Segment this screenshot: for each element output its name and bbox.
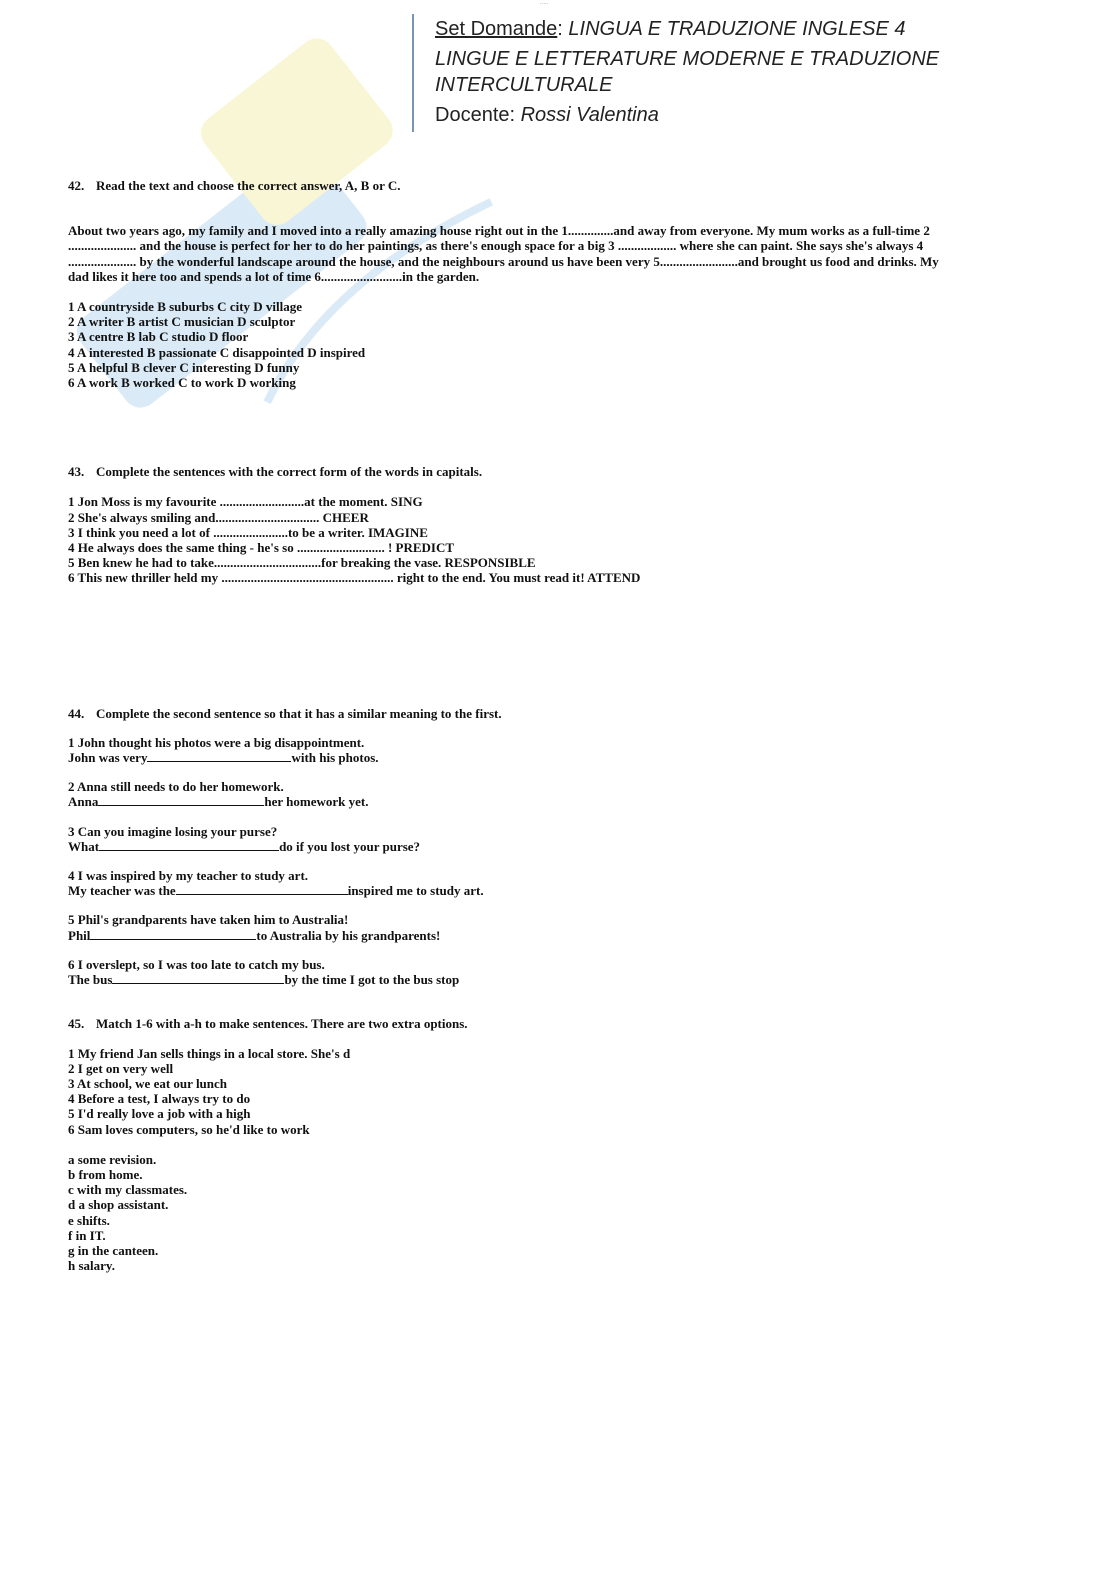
course-line [435,16,1075,42]
course-title: LINGUA E TRADUZIONE INGLESE 4 [568,18,906,40]
question-44-title [68,706,1028,721]
answer-blank[interactable] [99,839,279,851]
question-text: Complete the sentences with the correct form of the words in capitals. [96,464,483,480]
rewrite-end: do if you lost your purse? [279,838,421,854]
option-line: 5 A helpful B clever C interesting D funny [68,359,300,375]
sentence-ending: f in IT. [68,1227,106,1243]
rewrite-start: John was very [68,750,148,766]
question-45-title [68,1016,1028,1031]
header-divider [412,14,414,132]
option-line: 1 A countryside B suburbs C city D village [68,299,303,315]
rewrite-start: Phil [68,927,91,943]
sentence-item: 3 I think you need a lot of .......................to be a writer. IMAGINE [68,524,428,540]
document-body [68,178,1028,1273]
question-number: 44. [68,705,85,721]
rewrite-end: to Australia by his grandparents! [256,927,441,943]
sentence-ending: c with my classmates. [68,1182,188,1198]
rewrite-start: The bus [68,972,113,988]
question-text: Complete the second sentence so that it has a similar meaning to the first. [96,705,502,721]
set-label: Set Domande [435,18,558,40]
question-number: 45. [68,1016,85,1032]
program-line-1: LINGUE E LETTERATURE MODERNE E TRADUZIONE [435,48,940,70]
transformation-item [68,957,1028,987]
original-sentence: 5 Phil's grandparents have taken him to Australia! [68,912,349,928]
program-title [435,46,1075,98]
option-line: 2 A writer B artist C musician D sculptor [68,314,296,330]
sentence-item: 6 This new thriller held my ..................................................... right to the end. You must read it! ATTEND [68,570,641,586]
question-42-options [68,299,1028,390]
question-text: Match 1-6 with a-h to make sentences. There are two extra options. [96,1016,468,1032]
teacher-line [435,102,1075,128]
sentence-item: 5 Ben knew he had to take.................................for breaking the vase. RESPONSIBLE [68,555,536,571]
original-sentence: 1 John thought his photos were a big disappointment. [68,734,365,750]
question-43-items [68,494,1028,585]
answer-blank[interactable] [98,794,264,806]
question-45-stems [68,1046,1028,1137]
sentence-ending: a some revision. [68,1151,157,1167]
sentence-item: 4 He always does the same thing - he's so ........................... ! PREDICT [68,540,455,556]
document-header [435,16,1075,128]
question-45-endings [68,1152,1028,1274]
sentence-ending: h salary. [68,1258,115,1274]
sentence-item: 2 She's always smiling and................................ CHEER [68,509,369,525]
sentence-stem: 3 At school, we eat our lunch [68,1075,228,1091]
transformation-item [68,824,1028,854]
answer-blank[interactable] [90,928,256,940]
passage-line: dad likes it here too and spends a lot of time 6.........................in the garden. [68,268,480,284]
rewrite-end: her homework yet. [264,794,369,810]
original-sentence: 3 Can you imagine losing your purse? [68,823,278,839]
question-number: 42. [68,178,85,193]
page-header-mark: ..... [540,0,549,6]
sentence-ending: b from home. [68,1166,143,1182]
rewrite-end: inspired me to study art. [347,883,484,899]
sentence-stem: 1 My friend Jan sells things in a local store. She's d [68,1045,351,1061]
rewrite-end: by the time I got to the bus stop [284,972,460,988]
question-text: Read the text and choose the correct answer, A, B or C. [96,178,401,193]
original-sentence: 2 Anna still needs to do her homework. [68,779,284,795]
option-line: 3 A centre B lab C studio D floor [68,329,249,345]
answer-blank[interactable] [176,883,348,895]
sentence-ending: d a shop assistant. [68,1197,169,1213]
question-43-title [68,464,1028,479]
set-separator: : [557,18,569,40]
option-line: 4 A interested B passionate C disappointed D inspired [68,344,366,360]
sentence-stem: 5 I'd really love a job with a high [68,1106,251,1122]
passage-line: ..................... and the house is perfect for her to do her paintings, as there's enough space for a big 3 .................. where she can paint. She says she's always 4 [68,238,924,254]
question-number: 43. [68,464,85,480]
passage-line: ..................... by the wonderful landscape around the house, and the neighbours around us have been very 5........................and brought us food and drinks. My [68,253,939,269]
passage-line: About two years ago, my family and I moved into a really amazing house right out in the 1..............and away from everyone. My mum works as a full-time 2 [68,223,930,239]
option-line: 6 A work B worked C to work D working [68,375,296,391]
sentence-stem: 2 I get on very well [68,1060,174,1076]
original-sentence: 6 I overslept, so I was too late to catch my bus. [68,956,325,972]
original-sentence: 4 I was inspired by my teacher to study art. [68,868,309,884]
transformation-item [68,779,1028,809]
teacher-name: Rossi Valentina [520,104,659,126]
transformation-item [68,735,1028,765]
question-42-title [68,178,1028,193]
question-42-passage [68,223,1028,284]
sentence-ending: g in the canteen. [68,1242,159,1258]
answer-blank[interactable] [147,750,291,762]
teacher-label: Docente: [435,104,521,126]
sentence-item: 1 Jon Moss is my favourite ..........................at the moment. SING [68,494,423,510]
rewrite-start: Anna [68,794,99,810]
rewrite-end: with his photos. [291,750,379,766]
sentence-stem: 4 Before a test, I always try to do [68,1091,251,1107]
transformation-item [68,912,1028,942]
rewrite-start: My teacher was the [68,883,176,899]
answer-blank[interactable] [112,972,284,984]
sentence-stem: 6 Sam loves computers, so he'd like to work [68,1121,310,1137]
rewrite-start: What [68,838,100,854]
program-line-2: INTERCULTURALE [435,74,613,96]
sentence-ending: e shifts. [68,1212,110,1228]
transformation-item [68,868,1028,898]
